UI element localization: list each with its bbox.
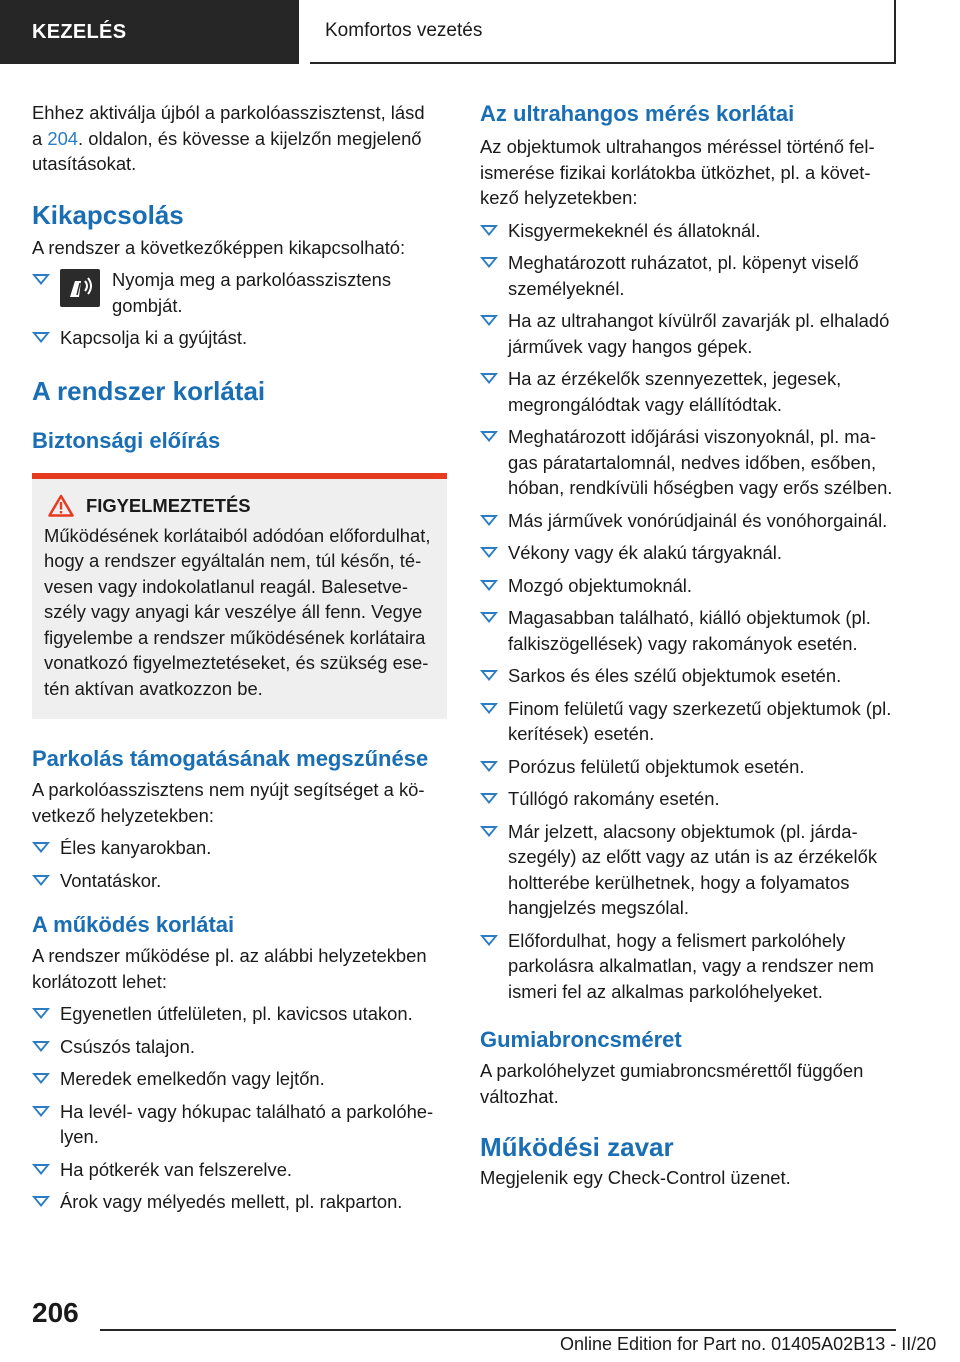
section-title: KEZELÉS <box>32 20 127 43</box>
section-header <box>0 0 299 64</box>
chapter-title: Komfortos vezetés <box>325 20 483 41</box>
list-item: Meredek emelkedőn vagy lejtőn. <box>32 1066 447 1092</box>
warning-box <box>32 473 447 720</box>
bullet-icon <box>480 431 498 442</box>
bullet-icon <box>32 1164 50 1175</box>
warning-title: FIGYELMEZTETÉS <box>44 493 435 519</box>
bullet-icon <box>480 580 498 591</box>
bullet-icon <box>480 373 498 384</box>
bullet-icon <box>480 761 498 772</box>
bullet-icon <box>32 1196 50 1207</box>
func-text: A rendszer működése pl. az alábbi helyzetekben korlátozott lehet: <box>32 945 427 992</box>
parking-assistant-button-icon <box>60 269 100 307</box>
end-heading: Parkolás támogatásának megszűnése <box>32 746 429 771</box>
chapter-header <box>310 0 896 64</box>
kikapcsolas-list <box>32 267 447 351</box>
list-item: Éles kanyarokban. <box>32 835 447 861</box>
page-number: 206 <box>32 1297 79 1328</box>
bullet-icon <box>480 547 498 558</box>
list-item: Ha levél- vagy hókupac található a parkolóhelyen. <box>32 1099 447 1150</box>
list-item: Ha az ultrahangot kívülről zavarják pl. elhaladó járművek vagy hangos gépek. <box>480 308 895 359</box>
ultra-list <box>480 218 895 1005</box>
bullet-icon <box>480 612 498 623</box>
list-item: Más járművek vonórúdjainál és vonóhorgainál. <box>480 508 895 534</box>
warning-triangle-icon <box>48 494 74 517</box>
bullet-icon <box>480 826 498 837</box>
bullet-icon <box>480 225 498 236</box>
bullet-icon <box>480 515 498 526</box>
bullet-icon <box>32 1041 50 1052</box>
func-list <box>32 1001 447 1215</box>
tire-heading: Gumiabroncsméret <box>480 1027 682 1052</box>
bullet-icon <box>32 332 50 343</box>
bullet-icon <box>32 1008 50 1019</box>
warning-text: Működésének korlátaiból adódóan előfordulhat, hogy a rendszer egyáltalán nem, túl későn, tévesen vagy indokolatlanul reagál. Balesetveszély vagy anyagi kár veszélye áll fenn. Vegye figyelembe a rendszer működésének korlátaira vonatkozó figyelmeztetéseket, és szükség esetén aktívan avatkozzon be. <box>44 524 431 699</box>
bullet-icon <box>480 703 498 714</box>
page-reference-link[interactable]: 204 <box>47 127 79 149</box>
list-item: Egyenetlen útfelületen, pl. kavicsos utakon. <box>32 1001 447 1027</box>
list-item: Meghatározott időjárási viszonyoknál, pl. magas páratartalomnál, nedves időben, esőben, hóban, rendkívüli hőségben vagy erős szélben. <box>480 424 895 501</box>
tire-text: A parkolóhelyzet gumiabroncsmérettől függően változhat. <box>480 1060 864 1107</box>
edition-note: Online Edition for Part no. 01405A02B13 - II/20 <box>560 1334 937 1354</box>
list-item: Porózus felületű objektumok esetén. <box>480 754 895 780</box>
list-item: Kisgyermekeknél és állatoknál. <box>480 218 895 244</box>
list-item: Vontatáskor. <box>32 868 447 894</box>
list-item: Nyomja meg a parkolóasszisztens gombját. <box>32 267 447 318</box>
end-list <box>32 835 447 893</box>
limits-heading: A rendszer korlátai <box>32 375 266 406</box>
list-item: Túllógó rakomány esetén. <box>480 786 895 812</box>
list-item: Ha az érzékelők szennyezettek, jegesek, megrongálódtak vagy elállítódtak. <box>480 366 895 417</box>
right-column <box>480 100 895 1191</box>
intro-paragraph: Ehhez aktiválja újból a parkolóasszisztenst, lásd a 204. oldalon, és kövesse a kijelzőn megjelenő utasításokat. <box>32 102 425 174</box>
left-column <box>32 100 447 1215</box>
kikapcsolas-text: A rendszer a következőképpen kikapcsolható: <box>32 236 406 258</box>
func-heading: A működés korlátai <box>32 912 235 937</box>
bullet-icon <box>480 257 498 268</box>
list-item: Finom felületű vagy szerkezetű objektumok (pl. kerítések) esetén. <box>480 696 895 747</box>
bullet-icon <box>480 935 498 946</box>
list-item: Meghatározott ruházatot, pl. köpenyt viselő személyeknél. <box>480 250 895 301</box>
list-item: Vékony vagy ék alakú tárgyaknál. <box>480 540 895 566</box>
list-item: Árok vagy mélyedés mellett, pl. rakparton. <box>32 1189 447 1215</box>
bullet-icon <box>32 842 50 853</box>
list-item: Ha pótkerék van felszerelve. <box>32 1157 447 1183</box>
list-item: Sarkos és éles szélű objektumok esetén. <box>480 663 895 689</box>
list-item: Magasabban található, kiálló objektumok (pl. falkiszögellések) vagy rakományok esetén. <box>480 605 895 656</box>
ultra-text: Az objektumok ultrahangos méréssel történő felismerése fizikai korlátokba ütközhet, pl. a következő helyzetekben: <box>480 136 875 208</box>
fault-text: Megjelenik egy Check-Control üzenet. <box>480 1167 791 1188</box>
bullet-icon <box>32 1106 50 1117</box>
list-item: Csúszós talajon. <box>32 1034 447 1060</box>
safety-heading: Biztonsági előírás <box>32 427 221 453</box>
fault-heading: Működési zavar <box>480 1132 674 1162</box>
list-item: Már jelzett, alacsony objektumok (pl. járdaszegély) az előtt vagy az után is az érzékelők holtterébe kerülhetnek, hogy a folyamatos hangjelzés megszólal. <box>480 819 895 921</box>
footer-divider <box>100 1329 896 1331</box>
bullet-icon <box>32 875 50 886</box>
bullet-icon <box>32 274 50 285</box>
end-text: A parkolóasszisztens nem nyújt segítséget a következő helyzetekben: <box>32 779 425 826</box>
bullet-icon <box>480 670 498 681</box>
list-item: Mozgó objektumoknál. <box>480 573 895 599</box>
kikapcsolas-heading: Kikapcsolás <box>32 199 184 230</box>
list-item: Előfordulhat, hogy a felismert parkolóhely parkolásra alkalmatlan, vagy a rendszer nem ismeri fel az alkalmas parkolóhelyeket. <box>480 928 895 1005</box>
bullet-icon <box>32 1073 50 1084</box>
bullet-icon <box>480 315 498 326</box>
bullet-icon <box>480 793 498 804</box>
ultra-heading: Az ultrahangos mérés korlátai <box>480 101 795 126</box>
list-item: Kapcsolja ki a gyújtást. <box>32 325 447 351</box>
